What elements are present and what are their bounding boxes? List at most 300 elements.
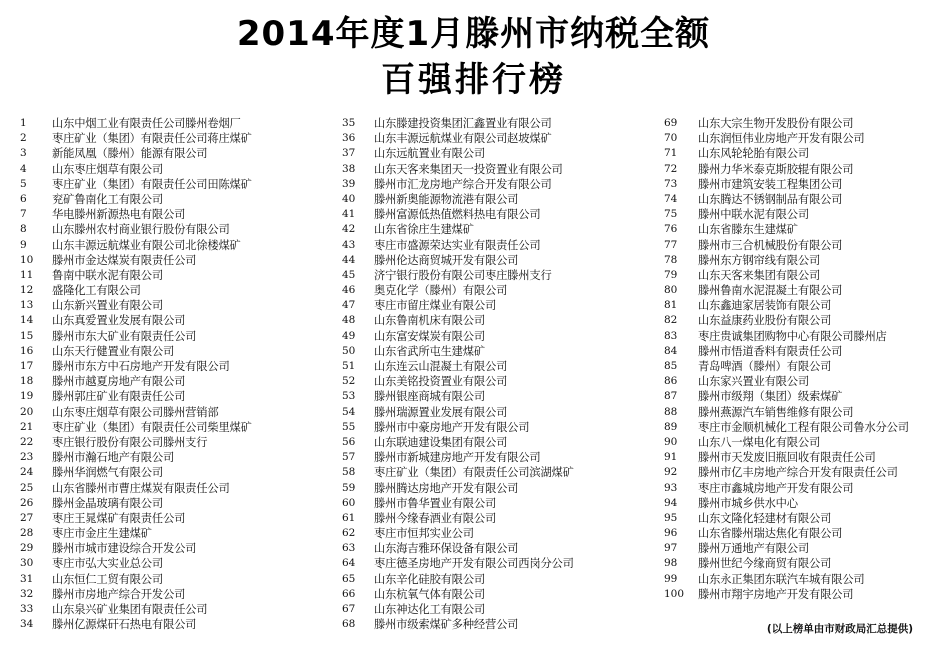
company-name: 滕州市天发废旧瓶回收有限责任公司 <box>698 451 876 465</box>
rank-number: 100 <box>664 587 685 600</box>
ranking-row <box>664 465 909 480</box>
company-name: 滕州富源低热值燃料热电有限公司 <box>374 208 541 222</box>
company-name: 盛隆化工有限公司 <box>52 284 141 298</box>
ranking-row <box>664 556 909 571</box>
company-name: 山东海吉雅环保设备有限公司 <box>374 542 519 556</box>
rank-number: 63 <box>342 542 356 555</box>
company-name: 滕州万通地产有限公司 <box>698 542 809 556</box>
ranking-row <box>342 587 574 602</box>
rank-number: 32 <box>20 587 34 600</box>
company-name: 滕州市越夏房地产有限公司 <box>52 375 186 389</box>
ranking-row <box>342 177 574 192</box>
company-name: 兖矿鲁南化工有限公司 <box>52 192 163 206</box>
rank-number: 73 <box>664 177 678 190</box>
rank-number: 68 <box>342 618 356 631</box>
ranking-row <box>20 496 252 511</box>
ranking-row <box>20 329 252 344</box>
ranking-row <box>342 238 574 253</box>
company-name: 山东腾达不锈钢制品有限公司 <box>698 192 843 206</box>
ranking-row <box>342 192 574 207</box>
rank-number: 43 <box>342 238 356 251</box>
page-subtitle: 百强排行榜 <box>381 60 566 100</box>
rank-number: 86 <box>664 375 678 388</box>
rank-number: 88 <box>664 405 678 418</box>
ranking-row <box>664 344 909 359</box>
rank-number: 58 <box>342 466 356 479</box>
rank-number: 44 <box>342 253 356 266</box>
ranking-row <box>664 313 909 328</box>
company-name: 滕州力华米泰克斯胶辊有限公司 <box>698 162 854 176</box>
rank-number: 46 <box>342 284 356 297</box>
ranking-row <box>20 146 252 161</box>
ranking-row <box>664 268 909 283</box>
rank-number: 71 <box>664 147 678 160</box>
company-name: 青岛啤酒（滕州）有限公司 <box>698 360 832 373</box>
rank-number: 41 <box>342 208 356 221</box>
ranking-row <box>342 420 574 435</box>
rank-number: 7 <box>20 208 27 221</box>
company-name: 滕州市金达煤炭有限责任公司 <box>52 253 197 267</box>
rank-number: 42 <box>342 223 356 236</box>
company-name: 山东美铭投资置业有限公司 <box>374 375 508 389</box>
ranking-row <box>342 222 574 237</box>
rank-number: 1 <box>20 117 27 129</box>
rank-number: 87 <box>664 390 678 403</box>
rank-number: 26 <box>20 496 34 509</box>
ranking-row <box>342 374 574 389</box>
rank-number: 10 <box>20 253 34 266</box>
rank-number: 62 <box>342 527 356 540</box>
company-name: 滕州市鲁华置业有限公司 <box>374 496 497 510</box>
rank-number: 31 <box>20 572 34 585</box>
company-name: 山东润恒伟业房地产开发有限公司 <box>698 132 865 146</box>
company-name: 枣庄市金庄生建煤矿 <box>52 527 152 541</box>
company-name: 山东滕州农村商业银行股份有限公司 <box>52 223 230 237</box>
company-name: 山东恒仁工贸有限公司 <box>52 572 163 586</box>
ranking-row <box>664 222 909 237</box>
ranking-row <box>20 435 252 450</box>
rank-number: 69 <box>664 117 678 129</box>
rank-number: 61 <box>342 511 356 524</box>
rank-number: 97 <box>664 542 678 555</box>
ranking-row <box>20 313 252 328</box>
ranking-row <box>664 541 909 556</box>
ranking-row <box>20 238 252 253</box>
rank-number: 11 <box>20 268 34 281</box>
company-name: 山东真爱置业发展有限公司 <box>52 314 186 328</box>
rank-number: 89 <box>664 420 678 433</box>
rank-number: 39 <box>342 177 356 190</box>
rank-number: 54 <box>342 405 356 418</box>
company-name: 山东远航置业有限公司 <box>374 147 485 161</box>
company-name: 山东鲁南机床有限公司 <box>374 314 485 328</box>
rank-number: 36 <box>342 132 356 145</box>
company-name: 枣庄矿业（集团）有限责任公司田陈煤矿 <box>52 177 252 191</box>
rank-number: 95 <box>664 511 678 524</box>
ranking-row <box>20 116 252 131</box>
ranking-row <box>20 556 252 571</box>
ranking-row <box>664 435 909 450</box>
company-name: 滕州市东大矿业有限责任公司 <box>52 329 197 343</box>
company-name: 滕州市城乡供水中心 <box>698 496 798 510</box>
rank-number: 29 <box>20 542 34 555</box>
ranking-row <box>342 162 574 177</box>
rank-number: 82 <box>664 314 678 327</box>
company-name: 枣庄银行股份有限公司滕州支行 <box>52 435 208 449</box>
ranking-row <box>664 177 909 192</box>
rank-number: 57 <box>342 451 356 464</box>
ranking-row <box>342 253 574 268</box>
company-name: 滕州市级翔（集团）级索煤矿 <box>698 390 843 404</box>
rank-number: 80 <box>664 284 678 297</box>
rank-number: 84 <box>664 344 678 357</box>
rank-number: 28 <box>20 527 34 540</box>
rank-number: 9 <box>20 238 27 251</box>
rank-number: 30 <box>20 557 34 570</box>
ranking-row <box>20 222 252 237</box>
company-name: 滕州银座商城有限公司 <box>374 390 485 404</box>
rank-number: 99 <box>664 572 678 585</box>
rank-number: 2 <box>20 132 27 145</box>
ranking-row <box>20 207 252 222</box>
company-name: 山东富安煤炭有限公司 <box>374 329 485 343</box>
company-name: 滕州市房地产综合开发公司 <box>52 587 186 601</box>
ranking-row <box>664 283 909 298</box>
rank-number: 98 <box>664 557 678 570</box>
ranking-row <box>664 405 909 420</box>
ranking-row <box>20 602 252 617</box>
rank-number: 27 <box>20 511 34 524</box>
company-name: 滕州亿源煤矸石热电有限公司 <box>52 618 197 632</box>
ranking-row <box>664 131 909 146</box>
ranking-row <box>20 420 252 435</box>
company-name: 奥克化学（滕州）有限公司 <box>374 284 508 298</box>
ranking-row <box>20 511 252 526</box>
rank-number: 64 <box>342 557 356 570</box>
ranking-column-1 <box>20 116 252 632</box>
company-name: 枣庄市鑫城房地产开发有限公司 <box>698 481 854 495</box>
rank-number: 47 <box>342 299 356 312</box>
ranking-row <box>664 420 909 435</box>
ranking-row <box>342 511 574 526</box>
company-name: 滕州市翔宇房地产开发有限公司 <box>698 587 854 601</box>
ranking-row <box>664 526 909 541</box>
ranking-row <box>664 450 909 465</box>
ranking-row <box>342 389 574 404</box>
company-name: 枣庄王晁煤矿有限责任公司 <box>52 511 186 525</box>
ranking-row <box>664 207 909 222</box>
ranking-row <box>664 496 909 511</box>
company-name: 滕州东方钢帘线有限公司 <box>698 253 821 267</box>
ranking-row <box>342 572 574 587</box>
rank-number: 35 <box>342 117 356 129</box>
ranking-row <box>342 496 574 511</box>
ranking-row <box>20 541 252 556</box>
company-name: 滕州世纪今缘商贸有限公司 <box>698 557 832 571</box>
company-name: 山东神达化工有限公司 <box>374 603 485 616</box>
company-name: 枣庄德圣房地产开发有限公司西岗分公司 <box>374 557 574 571</box>
company-name: 山东大宗生物开发股份有限公司 <box>698 117 854 130</box>
rank-number: 72 <box>664 162 678 175</box>
company-name: 滕州中联水泥有限公司 <box>698 208 809 222</box>
ranking-row <box>342 602 574 617</box>
ranking-row <box>664 162 909 177</box>
rank-number: 91 <box>664 451 678 464</box>
company-name: 山东枣庄烟草有限公司滕州营销部 <box>52 405 219 419</box>
rank-number: 25 <box>20 481 34 494</box>
rank-number: 19 <box>20 390 34 403</box>
company-name: 滕州伦达商贸城开发有限公司 <box>374 253 519 267</box>
company-name: 滕州瑞源置业发展有限公司 <box>374 405 508 419</box>
ranking-row <box>664 192 909 207</box>
company-name: 新能凤凰（滕州）能源有限公司 <box>52 147 208 161</box>
company-name: 滕州市三合机械股份有限公司 <box>698 238 843 252</box>
company-name: 滕州市瀚石地产有限公司 <box>52 451 175 465</box>
company-name: 山东中烟工业有限责任公司滕州卷烟厂 <box>52 117 241 130</box>
company-name: 滕州市级索煤矿多种经营公司 <box>374 618 519 632</box>
ranking-row <box>664 374 909 389</box>
company-name: 鲁南中联水泥有限公司 <box>52 268 163 282</box>
source-note: (以上榜单由市财政局汇总提供) <box>766 623 913 635</box>
ranking-row <box>342 526 574 541</box>
ranking-row <box>664 359 909 374</box>
company-name: 山东鑫迪家居装饰有限公司 <box>698 299 832 313</box>
rank-number: 8 <box>20 223 27 236</box>
rank-number: 70 <box>664 132 678 145</box>
rank-number: 38 <box>342 162 356 175</box>
ranking-row <box>342 131 574 146</box>
ranking-row <box>664 481 909 496</box>
rank-number: 75 <box>664 208 678 221</box>
company-name: 滕州腾达房地产开发有限公司 <box>374 481 519 495</box>
ranking-row <box>20 481 252 496</box>
company-name: 滕州郭庄矿业有限责任公司 <box>52 390 186 404</box>
company-name: 枣庄市留庄煤业有限公司 <box>374 299 497 313</box>
company-name: 枣庄市恒邦实业公司 <box>374 527 474 541</box>
company-name: 山东丰源远航煤业有限公司北徐楼煤矿 <box>52 238 241 252</box>
company-name: 滕州金晶玻璃有限公司 <box>52 496 163 510</box>
rank-number: 74 <box>664 192 678 205</box>
company-name: 山东丰源远航煤业有限公司赵坡煤矿 <box>374 132 552 146</box>
company-name: 滕州华润燃气有限公司 <box>52 466 163 480</box>
ranking-row <box>20 344 252 359</box>
rank-number: 5 <box>20 177 27 190</box>
ranking-row <box>664 587 909 602</box>
rank-number: 53 <box>342 390 356 403</box>
ranking-row <box>342 405 574 420</box>
rank-number: 45 <box>342 268 356 281</box>
rank-number: 20 <box>20 405 34 418</box>
rank-number: 15 <box>20 329 34 342</box>
ranking-row <box>342 481 574 496</box>
company-name: 滕州市悟道香料有限责任公司 <box>698 344 843 358</box>
ranking-row <box>20 192 252 207</box>
ranking-row <box>342 268 574 283</box>
company-name: 枣庄矿业（集团）有限责任公司滨湖煤矿 <box>374 466 574 480</box>
company-name: 山东联迪建设集团有限公司 <box>374 435 508 449</box>
company-name: 山东滕建投资集团汇鑫置业有限公司 <box>374 117 552 130</box>
ranking-row <box>664 298 909 313</box>
company-name: 枣庄矿业（集团）有限责任公司蒋庄煤矿 <box>52 132 252 146</box>
ranking-row <box>342 556 574 571</box>
rank-number: 65 <box>342 572 356 585</box>
rank-number: 56 <box>342 435 356 448</box>
rank-number: 55 <box>342 420 356 433</box>
company-name: 滕州鲁南水泥混凝土有限公司 <box>698 284 843 298</box>
company-name: 山东杭氧气体有限公司 <box>374 587 485 601</box>
ranking-column-2 <box>342 116 574 632</box>
ranking-row <box>664 238 909 253</box>
rank-number: 85 <box>664 360 678 372</box>
rank-number: 33 <box>20 603 34 615</box>
rank-number: 23 <box>20 451 34 464</box>
ranking-row <box>20 283 252 298</box>
company-name: 滕州市中豪房地产开发有限公司 <box>374 420 530 434</box>
rank-number: 79 <box>664 268 678 281</box>
ranking-row <box>664 389 909 404</box>
company-name: 枣庄市金顺机械化工程有限公司鲁水分公司 <box>698 420 909 434</box>
company-name: 山东文隆化轻建材有限公司 <box>698 511 832 525</box>
ranking-row <box>20 526 252 541</box>
company-name: 枣庄贵诚集团购物中心有限公司滕州店 <box>698 329 887 343</box>
rank-number: 81 <box>664 299 678 312</box>
company-name: 山东永正集团东联汽车城有限公司 <box>698 572 865 586</box>
company-name: 滕州市新城建房地产开发有限公司 <box>374 451 541 465</box>
ranking-row <box>342 465 574 480</box>
ranking-row <box>342 313 574 328</box>
rank-number: 14 <box>20 314 34 327</box>
ranking-row <box>342 298 574 313</box>
ranking-row <box>20 359 252 374</box>
ranking-row <box>20 374 252 389</box>
ranking-row <box>664 116 909 131</box>
company-name: 华电滕州新源热电有限公司 <box>52 208 186 222</box>
rank-number: 18 <box>20 375 34 388</box>
rank-number: 96 <box>664 527 678 540</box>
company-name: 滕州市亿丰房地产综合开发有限责任公司 <box>698 466 898 480</box>
ranking-row <box>342 207 574 222</box>
company-name: 山东风轮轮胎有限公司 <box>698 147 809 161</box>
ranking-row <box>20 162 252 177</box>
company-name: 山东益康药业股份有限公司 <box>698 314 832 328</box>
company-name: 滕州今缘春酒业有限公司 <box>374 511 497 525</box>
ranking-row <box>20 587 252 602</box>
ranking-row <box>342 435 574 450</box>
company-name: 山东省滕东生建煤矿 <box>698 223 798 237</box>
company-name: 枣庄矿业（集团）有限责任公司柴里煤矿 <box>52 420 252 434</box>
ranking-column-3 <box>664 116 909 602</box>
rank-number: 66 <box>342 587 356 600</box>
rank-number: 37 <box>342 147 356 160</box>
rank-number: 17 <box>20 360 34 372</box>
ranking-row <box>342 359 574 374</box>
ranking-row <box>664 329 909 344</box>
ranking-row <box>20 298 252 313</box>
company-name: 山东天行健置业有限公司 <box>52 344 175 358</box>
rank-number: 52 <box>342 375 356 388</box>
rank-number: 12 <box>20 284 34 297</box>
rank-number: 22 <box>20 435 34 448</box>
rank-number: 51 <box>342 360 356 372</box>
rank-number: 24 <box>20 466 34 479</box>
ranking-row <box>20 253 252 268</box>
rank-number: 13 <box>20 299 34 312</box>
rank-number: 40 <box>342 192 356 205</box>
ranking-row <box>342 283 574 298</box>
company-name: 山东天客来集团有限公司 <box>698 268 821 282</box>
rank-number: 59 <box>342 481 356 494</box>
company-name: 山东省徐庄生建煤矿 <box>374 223 474 237</box>
ranking-row <box>20 389 252 404</box>
company-name: 山东家兴置业有限公司 <box>698 375 809 389</box>
ranking-row <box>342 450 574 465</box>
rank-number: 48 <box>342 314 356 327</box>
ranking-row <box>342 541 574 556</box>
rank-number: 16 <box>20 344 34 357</box>
company-name: 滕州市东方中石房地产开发有限公司 <box>52 360 230 373</box>
ranking-row <box>342 329 574 344</box>
rank-number: 50 <box>342 344 356 357</box>
company-name: 山东连云山混凝土有限公司 <box>374 360 508 373</box>
company-name: 山东泉兴矿业集团有限责任公司 <box>52 603 208 616</box>
company-name: 滕州市城市建设综合开发公司 <box>52 542 197 556</box>
company-name: 滕州市汇龙房地产综合开发有限公司 <box>374 177 552 191</box>
rank-number: 34 <box>20 618 34 631</box>
company-name: 山东八一煤电化有限公司 <box>698 435 821 449</box>
ranking-row <box>20 131 252 146</box>
company-name: 山东新兴置业有限公司 <box>52 299 163 313</box>
rank-number: 92 <box>664 466 678 479</box>
rank-number: 4 <box>20 162 27 175</box>
rank-number: 3 <box>20 147 27 160</box>
ranking-row <box>342 344 574 359</box>
rank-number: 94 <box>664 496 678 509</box>
ranking-row <box>342 116 574 131</box>
rank-number: 77 <box>664 238 678 251</box>
ranking-row <box>20 617 252 632</box>
rank-number: 78 <box>664 253 678 266</box>
ranking-row <box>20 450 252 465</box>
ranking-row <box>20 177 252 192</box>
rank-number: 76 <box>664 223 678 236</box>
rank-number: 90 <box>664 435 678 448</box>
page-title: 2014年度1月滕州市纳税全额 <box>236 14 711 54</box>
ranking-row <box>664 572 909 587</box>
rank-number: 67 <box>342 603 356 615</box>
rank-number: 6 <box>20 192 27 205</box>
ranking-row <box>664 511 909 526</box>
company-name: 枣庄市弘大实业总公司 <box>52 557 163 571</box>
company-name: 山东省滕州市曹庄煤炭有限责任公司 <box>52 481 230 495</box>
rank-number: 49 <box>342 329 356 342</box>
company-name: 滕州市建筑安装工程集团公司 <box>698 177 843 191</box>
company-name: 山东天客来集团天一投资置业有限公司 <box>374 162 563 176</box>
rank-number: 60 <box>342 496 356 509</box>
rank-number: 93 <box>664 481 678 494</box>
ranking-row <box>664 146 909 161</box>
ranking-row <box>20 268 252 283</box>
company-name: 山东省滕州瑞达焦化有限公司 <box>698 527 843 541</box>
company-name: 滕州燕源汽车销售维修有限公司 <box>698 405 854 419</box>
company-name: 山东辛化硅胶有限公司 <box>374 572 485 586</box>
ranking-row <box>20 465 252 480</box>
ranking-row <box>342 617 574 632</box>
company-name: 山东枣庄烟草有限公司 <box>52 162 163 176</box>
company-name: 济宁银行股份有限公司枣庄滕州支行 <box>374 268 552 282</box>
ranking-row <box>20 572 252 587</box>
ranking-row <box>664 253 909 268</box>
rank-number: 21 <box>20 420 34 433</box>
